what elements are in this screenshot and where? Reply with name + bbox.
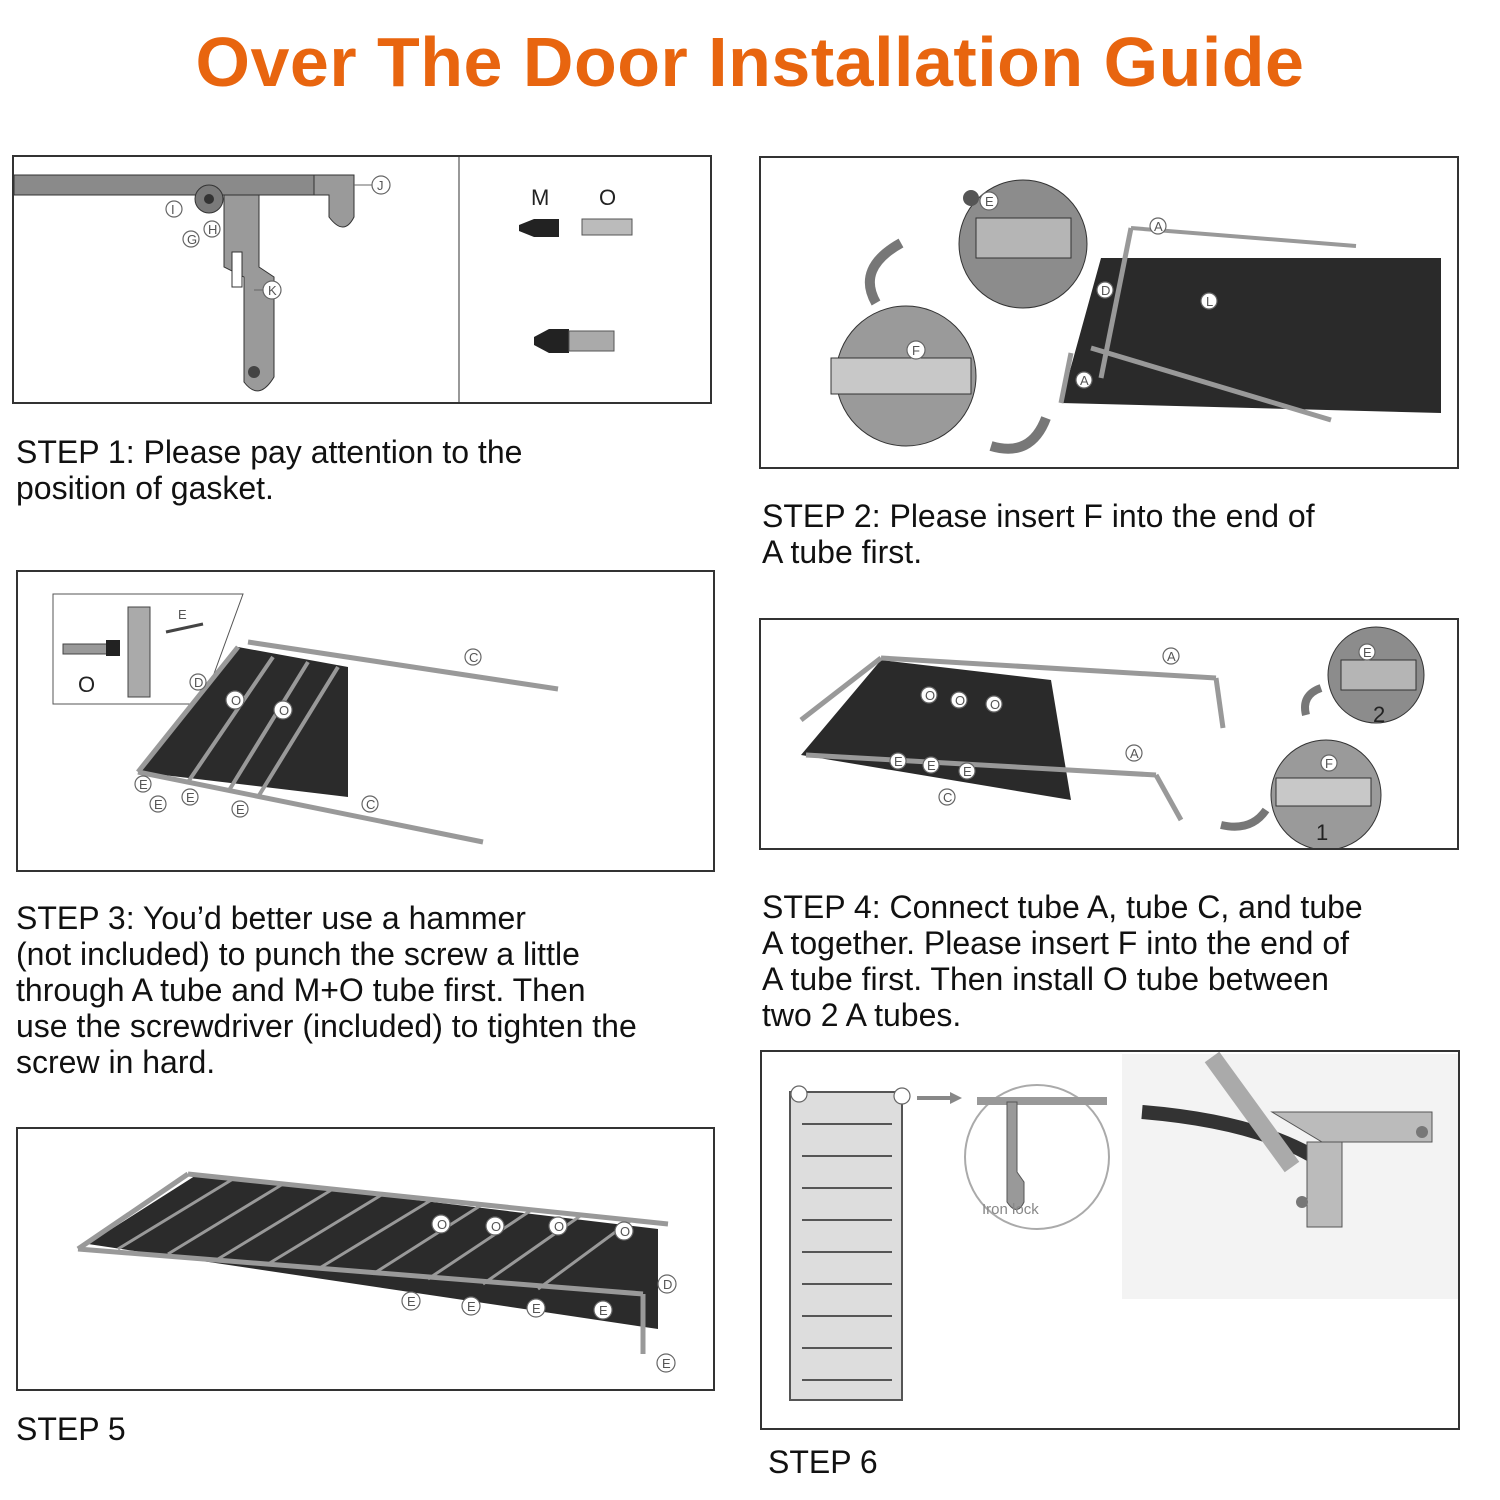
label-K: K — [268, 283, 277, 298]
step5-caption: STEP 5 — [16, 1411, 126, 1447]
step4-label-A1: A — [1167, 649, 1176, 664]
part-M-icon — [519, 219, 559, 237]
step2-label-F: F — [912, 343, 920, 358]
label-I: I — [171, 202, 175, 217]
step1-diagram — [14, 157, 712, 404]
label-J: J — [377, 178, 384, 193]
step4-label-F-zoom: F — [1325, 756, 1333, 771]
step4-caption: STEP 4: Connect tube A, tube C, and tube A together. Please insert F into the end of A tube first. Then install O tube between two 2 A tubes. — [762, 889, 1363, 1033]
step2-diagram — [761, 158, 1459, 469]
step2-label-E: E — [985, 194, 994, 209]
step5-panel — [16, 1127, 715, 1391]
step5-label-O4: O — [620, 1224, 631, 1239]
step2-label-L: L — [1206, 294, 1214, 309]
step4-label-E1: E — [894, 754, 903, 769]
step4-label-E3: E — [963, 764, 972, 779]
step1-caption: STEP 1: Please pay attention to the position of gasket. — [16, 434, 523, 506]
step2-label-A1: A — [1154, 219, 1163, 234]
step3-label-C2: C — [366, 797, 376, 812]
assembled-MO-icon — [534, 329, 569, 353]
curved-arrow-icon — [1221, 810, 1266, 827]
iron-lock-label: Iron lock — [982, 1201, 1039, 1218]
step5-label-O1: O — [437, 1217, 448, 1232]
label-G: G — [187, 232, 198, 247]
step5-label-E1: E — [407, 1294, 416, 1309]
step5-diagram — [18, 1129, 715, 1391]
step6-panel — [760, 1050, 1460, 1430]
step2-label-A2: A — [1080, 373, 1089, 388]
step5-label-O3: O — [554, 1219, 565, 1234]
step1-panel — [12, 155, 712, 404]
label-O: O — [599, 185, 617, 210]
tall-rack-icon — [790, 1092, 902, 1400]
step2-label-D: D — [1101, 283, 1111, 298]
step3-label-O-inset: O — [78, 672, 96, 697]
step3-panel — [16, 570, 715, 872]
step4-label-O2: O — [955, 693, 966, 708]
step2-caption: STEP 2: Please insert F into the end of A tube first. — [762, 498, 1315, 570]
step3-label-E4: E — [236, 802, 245, 817]
curved-arrow-up-icon — [1305, 688, 1321, 715]
step4-label-O3: O — [990, 697, 1001, 712]
step4-label-O1: O — [925, 688, 936, 703]
label-H: H — [208, 222, 218, 237]
step3-label-E3: E — [186, 790, 195, 805]
label-M: M — [531, 185, 550, 210]
step3-diagram — [18, 572, 715, 872]
step5-label-E2: E — [467, 1299, 476, 1314]
step5-label-D: D — [663, 1277, 673, 1292]
step4-label-A2: A — [1130, 746, 1139, 761]
step4-label-C: C — [943, 790, 953, 805]
step3-label-O2: O — [279, 703, 290, 718]
part-O-icon — [582, 219, 632, 235]
curved-arrow-icon — [991, 418, 1046, 449]
step6-caption: STEP 6 — [768, 1444, 878, 1480]
step3-label-E1: E — [139, 777, 148, 792]
step5-label-E4: E — [599, 1303, 608, 1318]
step4-label-2: 2 — [1373, 702, 1386, 727]
step3-label-D: D — [194, 675, 204, 690]
step4-label-1: 1 — [1316, 820, 1329, 845]
step2-panel — [759, 156, 1459, 469]
step6-diagram — [762, 1052, 1460, 1430]
step5-label-O2: O — [491, 1219, 502, 1234]
step3-label-E2: E — [154, 797, 163, 812]
step4-label-E2: E — [927, 758, 936, 773]
page-title: Over The Door Installation Guide — [195, 23, 1305, 101]
step3-caption: STEP 3: You’d better use a hammer (not included) to punch the screw a little through A tube and M+O tube first. Then use the screwdriver (included) to tighten the screw in hard. — [16, 900, 637, 1080]
step4-panel — [759, 618, 1459, 850]
step5-label-E5: E — [662, 1356, 671, 1371]
step5-label-E3: E — [532, 1301, 541, 1316]
step3-label-E-top: E — [178, 607, 187, 622]
curved-arrow-up-icon — [870, 243, 901, 303]
step3-label-O1: O — [231, 693, 242, 708]
step4-label-E-zoom: E — [1363, 645, 1372, 660]
step4-diagram — [761, 620, 1459, 850]
step3-label-C1: C — [469, 650, 479, 665]
